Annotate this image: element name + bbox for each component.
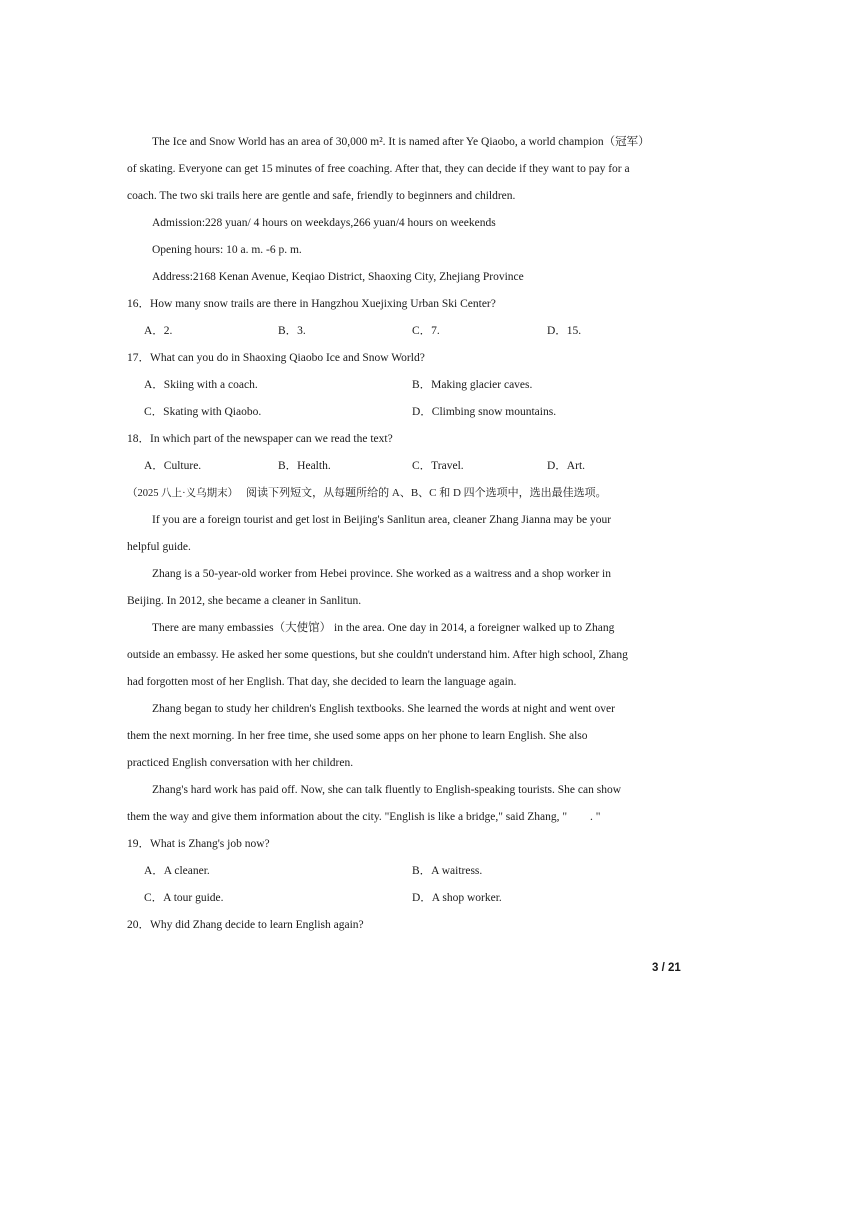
question-16-option-a: A．2. bbox=[144, 325, 173, 337]
passage-b-line-5: There are many embassies（大使馆） in the area. One day in 2014, a foreigner walked up to Zhang bbox=[152, 622, 615, 634]
question-18-stem: 18．In which part of the newspaper can we read the text? bbox=[127, 433, 393, 445]
question-17-option-b: B．Making glacier caves. bbox=[412, 379, 533, 391]
passage-b-line-7: had forgotten most of her English. That day, she decided to learn the language again. bbox=[127, 676, 517, 688]
passage-b-line-9: them the next morning. In her free time, she used some apps on her phone to learn English. She also bbox=[127, 730, 588, 742]
passage-b-line-3: Zhang is a 50-year-old worker from Hebei province. She worked as a waitress and a shop worker in bbox=[152, 568, 611, 580]
question-17-option-a: A．Skiing with a coach. bbox=[144, 379, 258, 391]
question-18-option-d: D．Art. bbox=[547, 460, 586, 472]
question-16-option-b: B．3. bbox=[278, 325, 306, 337]
question-19-option-c: C．A tour guide. bbox=[144, 892, 224, 904]
passage-b-line-10: practiced English conversation with her children. bbox=[127, 757, 354, 769]
question-17-stem: 17．What can you do in Shaoxing Qiaobo Ice and Snow World? bbox=[127, 352, 425, 364]
passage-b-line-12: them the way and give them information about the city. "English is like a bridge," said Zhang, " . " bbox=[127, 811, 601, 823]
question-18-option-b: B．Health. bbox=[278, 460, 331, 472]
passage-b-line-2: helpful guide. bbox=[127, 541, 191, 553]
question-16-stem: 16．How many snow trails are there in Hangzhou Xuejixing Urban Ski Center? bbox=[127, 298, 496, 310]
passage-a-line-1: The Ice and Snow World has an area of 30,000 m². It is named after Ye Qiaobo, a world champion（冠军） bbox=[152, 136, 650, 148]
page-number: 3 / 21 bbox=[652, 962, 681, 974]
opening-hours-text: Opening hours: 10 a. m. -6 p. m. bbox=[152, 244, 302, 256]
section-b-source: （2025 八上·义乌期末） bbox=[127, 488, 239, 499]
admission-text: Admission:228 yuan/ 4 hours on weekdays,266 yuan/4 hours on weekends bbox=[152, 217, 496, 229]
question-18-option-c: C．Travel. bbox=[412, 460, 464, 472]
section-b-instruction: 阅读下列短文，从每题所给的 A、B、C 和 D 四个选项中，选出最佳选项。 bbox=[246, 487, 607, 499]
passage-b-line-11: Zhang's hard work has paid off. Now, she can talk fluently to English-speaking tourists. She can show bbox=[152, 784, 622, 796]
question-16-option-d: D．15. bbox=[547, 325, 582, 337]
question-17-option-c: C．Skating with Qiaobo. bbox=[144, 406, 262, 418]
address-text: Address:2168 Kenan Avenue, Keqiao District, Shaoxing City, Zhejiang Province bbox=[152, 271, 524, 283]
question-16-option-c: C．7. bbox=[412, 325, 440, 337]
passage-b-line-8: Zhang began to study her children's English textbooks. She learned the words at night and went over bbox=[152, 703, 615, 715]
passage-b-line-4: Beijing. In 2012, she became a cleaner in Sanlitun. bbox=[127, 595, 362, 607]
question-19-option-b: B．A waitress. bbox=[412, 865, 483, 877]
question-19-stem: 19．What is Zhang's job now? bbox=[127, 838, 270, 850]
question-19-option-d: D．A shop worker. bbox=[412, 892, 502, 904]
passage-b-line-6: outside an embassy. He asked her some questions, but she couldn't understand him. After high school, Zhang bbox=[127, 649, 628, 661]
question-18-option-a: A．Culture. bbox=[144, 460, 202, 472]
question-19-option-a: A．A cleaner. bbox=[144, 865, 210, 877]
passage-b-line-1: If you are a foreign tourist and get lost in Beijing's Sanlitun area, cleaner Zhang Jianna may be your bbox=[152, 514, 612, 526]
section-b-header bbox=[127, 486, 607, 501]
question-17-option-d: D．Climbing snow mountains. bbox=[412, 406, 557, 418]
passage-a-line-3: coach. The two ski trails here are gentle and safe, friendly to beginners and children. bbox=[127, 190, 516, 202]
question-20-stem: 20．Why did Zhang decide to learn English again? bbox=[127, 919, 364, 931]
passage-a-line-2: of skating. Everyone can get 15 minutes of free coaching. After that, they can decide if they want to pay for a bbox=[127, 163, 630, 175]
